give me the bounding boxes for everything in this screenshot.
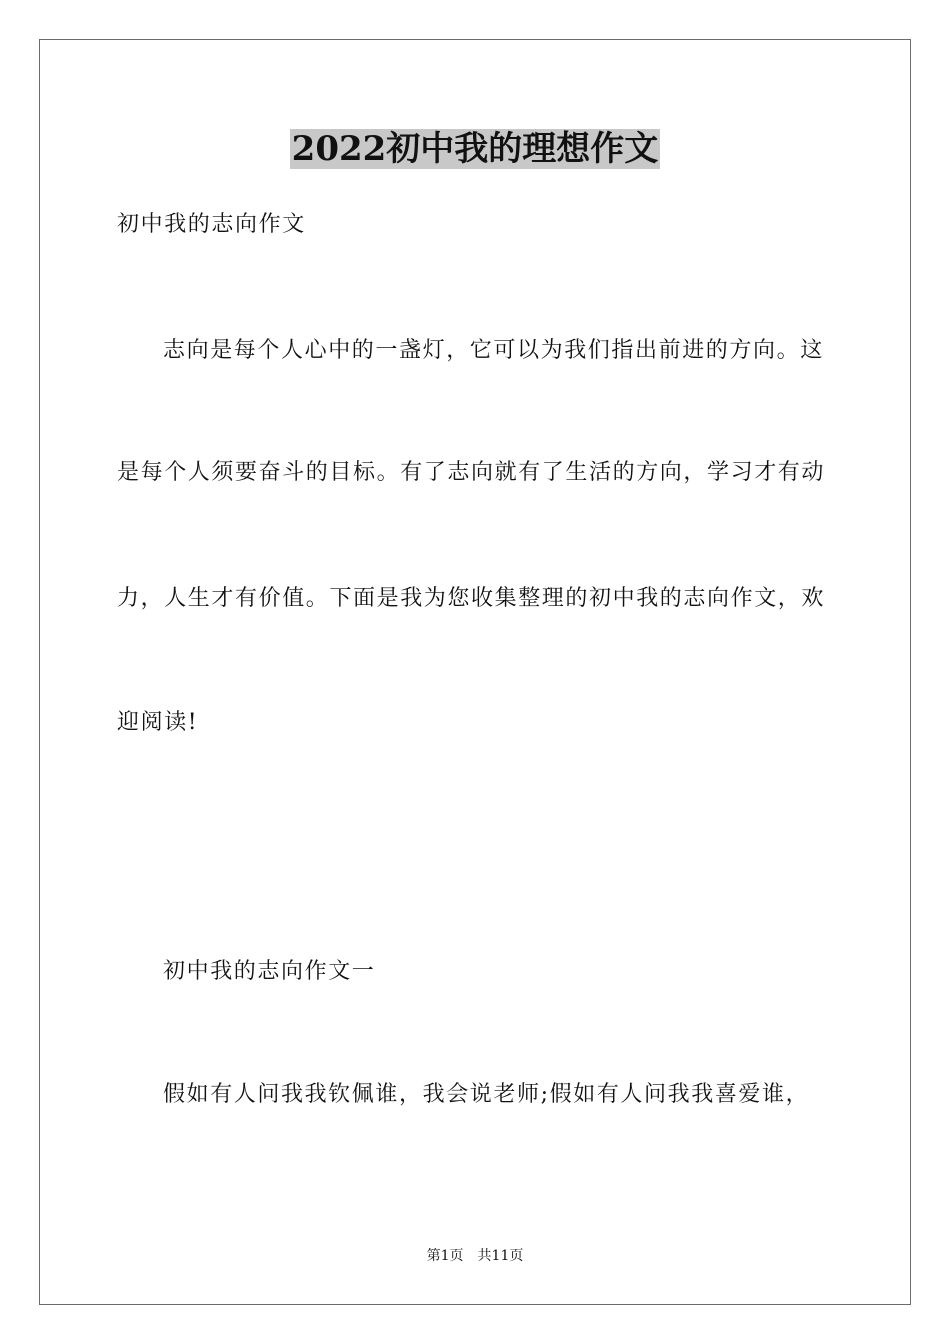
paragraph-line: 力，人生才有价值。下面是我为您收集整理的初中我的志向作文，欢 <box>117 586 826 611</box>
section-heading: 初中我的志向作文一 <box>163 959 376 984</box>
subtitle-line: 初中我的志向作文 <box>117 212 306 237</box>
page-total: 共11页 <box>477 1248 524 1264</box>
paragraph-line: 假如有人问我我钦佩谁，我会说老师;假如有人问我我喜爱谁， <box>163 1082 810 1107</box>
paragraph-line: 是每个人须要奋斗的目标。有了志向就有了生活的方向，学习才有动 <box>117 460 826 485</box>
paragraph-line: 志向是每个人心中的一盏灯，它可以为我们指出前进的方向。这 <box>163 338 824 363</box>
document-title-text: 2022初中我的理想作文 <box>291 129 659 169</box>
page-number: 第1页 <box>426 1248 464 1264</box>
paragraph-line: 迎阅读! <box>117 710 199 735</box>
document-title <box>0 128 950 170</box>
page-footer <box>0 1247 950 1265</box>
